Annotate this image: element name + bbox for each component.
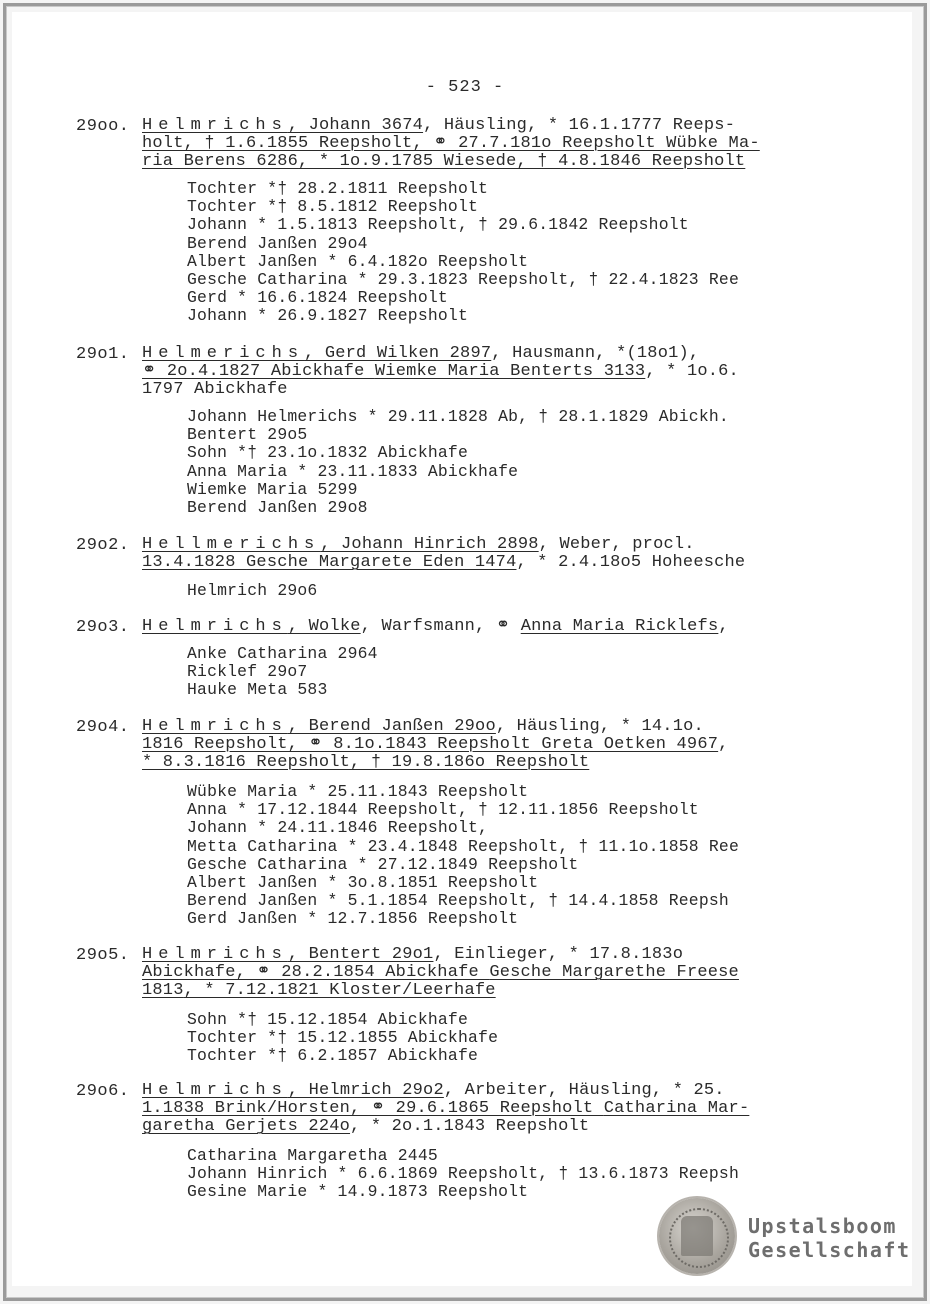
child-entry: Sohn *† 15.12.1854 Abickhafe	[187, 1011, 469, 1029]
child-entry: Wiemke Maria 5299	[187, 480, 358, 499]
entry-text-segment: , Warfsmann, ⚭	[360, 618, 521, 636]
child-entry: Johann Helmerichs * 29.11.1828 Ab, † 28.1.1829 Abickh.	[187, 408, 729, 426]
entry-text-segment: , Häusling, * 16.1.1777 Reeps-	[423, 117, 736, 135]
entry-header	[142, 946, 817, 1000]
entry-text-segment: , Helmrich 29o2	[287, 1082, 444, 1100]
child-entry: Wübke Maria * 25.11.1843 Reepsholt	[187, 783, 529, 801]
entry-header	[142, 345, 817, 399]
entry-header-line	[142, 718, 817, 736]
entry-text-segment: * 8.3.1816 Reepsholt, † 19.8.186o Reepsholt	[142, 754, 590, 772]
surname: Helmerichs	[142, 345, 305, 363]
child-entry: Gerd * 16.6.1824 Reepsholt	[187, 289, 448, 308]
child-entry: Tochter *† 8.5.1812 Reepsholt	[187, 198, 479, 217]
child-entry: Metta Catharina * 23.4.1848 Reepsholt, † 11.1o.1858 Ree	[187, 837, 739, 856]
entry-number: 29o2.	[76, 536, 130, 555]
entry-text-segment: 1797 Abickhafe	[142, 381, 288, 399]
children-list	[187, 180, 807, 326]
entry-text-segment: 1.1838 Brink/Horsten, ⚭ 29.6.1865 Reepsholt	[142, 1100, 604, 1118]
entry-header-line	[142, 982, 817, 1000]
entry-header-line	[142, 1118, 817, 1136]
entry-header-line	[142, 153, 817, 171]
entry-header-line	[142, 964, 817, 982]
entry-number: 29o6.	[76, 1082, 130, 1101]
child-entry: Gesche Catharina * 27.12.1849 Reepsholt	[187, 855, 579, 874]
entry-text-segment: ,	[718, 736, 729, 754]
children-list	[187, 1147, 807, 1202]
entry-text-segment: , * 7.12.1821 Kloster/Leerhafe	[183, 982, 496, 1000]
entry-header	[142, 1082, 817, 1136]
entry-header-line	[142, 135, 817, 153]
page-number: - 523 -	[425, 78, 505, 97]
entry-header-line	[142, 363, 817, 381]
entry-header-line	[142, 381, 817, 399]
child-entry: Gesine Marie * 14.9.1873 Reepsholt	[187, 1183, 529, 1202]
entry-text-segment: holt, † 1.6.1855 Reepsholt, ⚭ 27.7.181o Reepsholt	[142, 135, 667, 153]
child-entry: Berend Janßen 29o4	[187, 234, 368, 253]
entry-header-line	[142, 554, 817, 572]
child-entry: Ricklef 29o7	[187, 663, 308, 682]
entry-text-segment: 1816 Reepsholt, ⚭ 8.1o.1843 Reepsholt	[142, 736, 542, 754]
entry-number: 29oo.	[76, 117, 130, 136]
child-entry: Johann Hinrich * 6.6.1869 Reepsholt, † 13.6.1873 Reepsh	[187, 1165, 739, 1184]
entry-text-segment: , Hausmann, *(18o1),	[491, 345, 700, 363]
entry-text-segment: , Johann Hinrich 2898	[320, 536, 539, 554]
child-entry: Sohn *† 23.1o.1832 Abickhafe	[187, 444, 469, 463]
child-entry: Albert Janßen * 6.4.182o Reepsholt	[187, 252, 529, 271]
entry-text-segment: garetha Gerjets 224o	[142, 1118, 351, 1136]
entry-text-segment: , Berend Janßen 29oo	[287, 718, 496, 736]
entry-text-segment: ria Berens 6286	[142, 153, 299, 171]
child-entry: Tochter *† 28.2.1811 Reepsholt	[187, 180, 489, 198]
child-entry: Helmrich 29o6	[187, 582, 318, 600]
entry-header-line	[142, 1100, 817, 1118]
entry-text-segment: , * 2o.1.1843 Reepsholt	[350, 1118, 590, 1136]
entry-text-segment: , * 2.4.18o5 Hoheesche	[516, 554, 746, 572]
entry-text-segment: Gesche Margarete Eden 1474	[246, 554, 517, 572]
children-list	[187, 783, 807, 929]
entry-number: 29o5.	[76, 946, 130, 965]
entry-header-line	[142, 345, 817, 363]
society-logo-text	[748, 1214, 911, 1262]
child-entry: Tochter *† 15.12.1855 Abickhafe	[187, 1029, 499, 1048]
children-list	[187, 645, 807, 700]
entry-header-line	[142, 1082, 817, 1100]
entry-text-segment: , * 1o.6.	[645, 363, 739, 381]
surname: Helmrichs	[142, 946, 288, 964]
entry-header-line	[142, 618, 817, 636]
children-list	[187, 582, 807, 600]
entry-text-segment: , Arbeiter, Häusling, * 25.	[443, 1082, 725, 1100]
entry-text-segment: , Einlieger, * 17.8.183o	[433, 946, 684, 964]
entry-text-segment: , * 1o.9.1785 Wiesede, † 4.8.1846 Reepsholt	[298, 153, 746, 171]
child-entry: Berend Janßen 29o8	[187, 498, 368, 517]
entry-text-segment: ,	[718, 618, 729, 636]
entry-header	[142, 536, 817, 572]
entry-header	[142, 718, 817, 772]
entry-header-line	[142, 117, 817, 135]
children-list	[187, 1011, 807, 1066]
child-entry: Tochter *† 6.2.1857 Abickhafe	[187, 1047, 479, 1066]
entry-header-line	[142, 536, 817, 554]
entry-number: 29o4.	[76, 718, 130, 737]
entry-text-segment: , Bentert 29o1	[287, 946, 434, 964]
entry-text-segment: Anna Maria Ricklefs	[520, 618, 719, 636]
entry-text-segment: Wübke Ma-	[666, 135, 760, 153]
entry-text-segment: ⚭ 2o.4.1827 Abickhafe	[142, 363, 375, 381]
child-entry: Anke Catharina 2964	[187, 645, 378, 663]
logo-line-1: Upstalsboom	[748, 1214, 897, 1238]
surname: Hellmerichs	[142, 536, 321, 554]
child-entry: Anna Maria * 23.11.1833 Abickhafe	[187, 462, 519, 481]
child-entry: Hauke Meta 583	[187, 681, 328, 700]
entry-header-line	[142, 946, 817, 964]
child-entry: Johann * 26.9.1827 Reepsholt	[187, 307, 469, 326]
child-entry: Gerd Janßen * 12.7.1856 Reepsholt	[187, 910, 519, 929]
entry-header	[142, 618, 817, 636]
entry-header-line	[142, 754, 817, 772]
logo-line-2: Gesellschaft	[748, 1238, 911, 1262]
entry-text-segment: Wiemke Maria Benterts 3133	[374, 363, 646, 381]
seal-figure	[681, 1216, 713, 1256]
entry-header	[142, 117, 817, 171]
entry-text-segment: 1813	[142, 982, 184, 1000]
child-entry: Albert Janßen * 3o.8.1851 Reepsholt	[187, 873, 539, 892]
entry-text-segment: , Häusling, * 14.1o.	[495, 718, 704, 736]
entry-text-segment: , Johann 3674	[287, 117, 424, 135]
entry-text-segment: 13.4.1828	[142, 554, 247, 572]
entry-text-segment: Catharina Mar-	[603, 1100, 750, 1118]
entry-text-segment: , Weber, procl.	[538, 536, 695, 554]
entry-number: 29o1.	[76, 345, 130, 364]
surname: Helmrichs	[142, 117, 288, 135]
child-entry: Johann * 24.11.1846 Reepsholt,	[187, 819, 489, 838]
upstalsboom-seal-logo	[659, 1198, 735, 1274]
surname: Helmrichs	[142, 1082, 288, 1100]
surname: Helmrichs	[142, 618, 288, 636]
entry-text-segment: , Gerd Wilken 2897	[304, 345, 492, 363]
entry-number: 29o3.	[76, 618, 130, 637]
entry-header-line	[142, 736, 817, 754]
child-entry: Catharina Margaretha 2445	[187, 1147, 438, 1165]
entry-text-segment: , Wolke	[287, 618, 361, 636]
surname: Helmrichs	[142, 718, 288, 736]
child-entry: Berend Janßen * 5.1.1854 Reepsholt, † 14.4.1858 Reepsh	[187, 892, 729, 911]
entry-text-segment: Abickhafe, ⚭ 28.2.1854 Abickhafe	[142, 964, 490, 982]
child-entry: Bentert 29o5	[187, 426, 308, 445]
children-list	[187, 408, 807, 517]
child-entry: Gesche Catharina * 29.3.1823 Reepsholt, † 22.4.1823 Ree	[187, 270, 739, 289]
child-entry: Johann * 1.5.1813 Reepsholt, † 29.6.1842 Reepsholt	[187, 216, 689, 235]
entry-text-segment: Greta Oetken 4967	[541, 736, 719, 754]
child-entry: Anna * 17.12.1844 Reepsholt, † 12.11.1856 Reepsholt	[187, 801, 699, 820]
entry-text-segment: Gesche Margarethe Freese	[489, 964, 739, 982]
